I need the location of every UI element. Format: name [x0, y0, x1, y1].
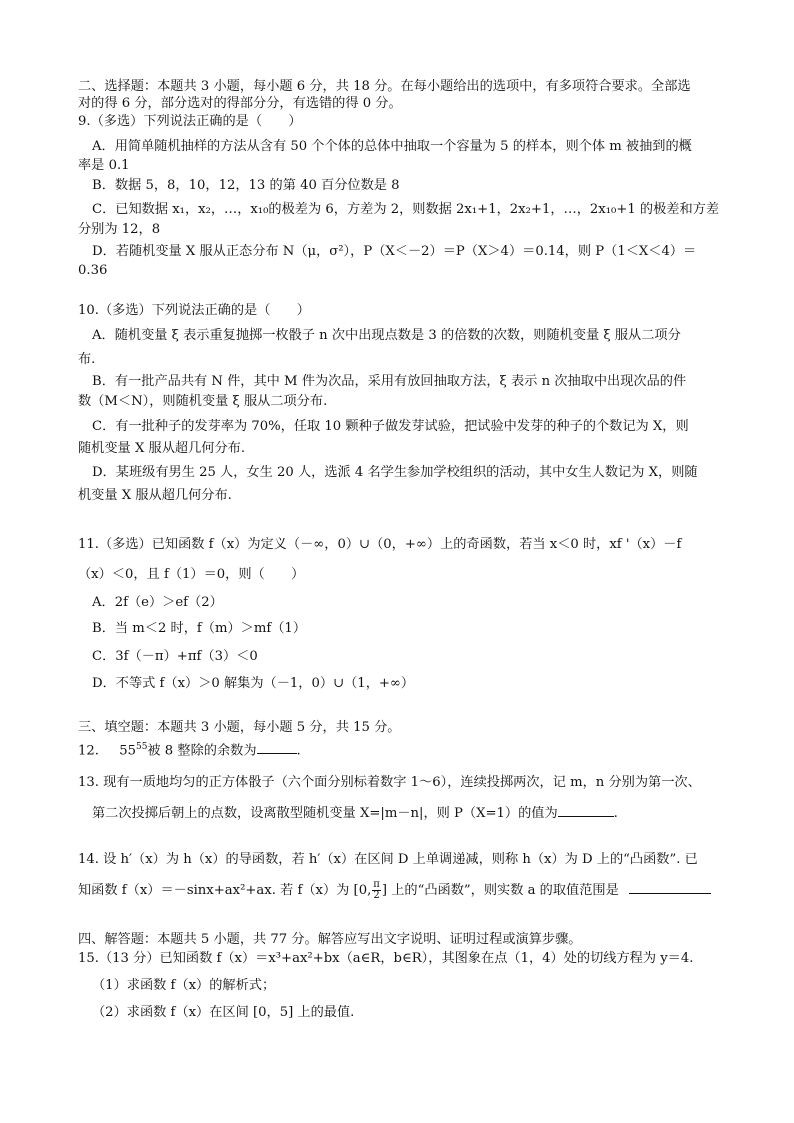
q13-line2-text: 第二次投掷后朝上的点数，设离散型随机变量 X=|m－n|，则 P（X=1）的值为 [92, 806, 558, 821]
q11-option-d: D．不等式 f（x）＞0 解集为（－1，0）∪（1，+∞） [92, 676, 415, 691]
q11-stem-cont: （x）＜0，且 f（1）＝0，则（ ） [78, 567, 305, 582]
q13-line2: 第二次投掷后朝上的点数，设离散型随机变量 X=|m－n|，则 P（X=1）的值为 . [92, 806, 618, 821]
q10-option-c: C．有一批种子的发芽率为 70%，任取 10 颗种子做发芽试验，把试验中发芽的种子的个数记为 X，则 [92, 419, 689, 434]
section3-header: 三、填空题：本题共 3 小题，每小题 5 分，共 15 分。 [78, 720, 401, 735]
q10-stem: 10.（多选）下列说法正确的是（ ） [78, 303, 310, 318]
q14-line1: 14. 设 h′（x）为 h（x）的导函数，若 h′（x）在区间 D 上单调递减，则称 h（x）为 D 上的“凸函数”. 已 [78, 852, 698, 867]
q10-option-a-cont: 布. [78, 352, 96, 367]
q9-option-d-cont: 0.36 [78, 263, 108, 278]
q10-option-b: B．有一批产品共有 N 件，其中 M 件为次品，采用有放回抽取方法，ξ 表示 n 次抽取中出现次品的件 [92, 374, 687, 389]
q10-option-c-cont: 随机变量 X 服从超几何分布. [78, 441, 246, 456]
section4-header: 四、解答题：本题共 5 小题，共 77 分。解答应写出文字说明、证明过程或演算步骤。 [78, 932, 582, 947]
q11-option-a: A．2f（e）＞ef（2） [92, 595, 223, 610]
q12-exponent: 55 [135, 742, 148, 752]
q13-line1: 13. 现有一质地均匀的正方体骰子（六个面分别标着数字 1～6），连续投掷两次，记 m，n 分别为第一次、 [78, 775, 701, 790]
q11-option-c: C．3f（－π）+πf（3）＜0 [92, 649, 258, 664]
q15-part2: （2）求函数 f（x）在区间 [0，5] 上的最值. [92, 1005, 355, 1020]
q12-line: 12. $55^{55}$被 8 整除的余数为 . [78, 742, 301, 759]
section2-header-cont: 对的得 6 分，部分选对的得部分分，有选错的得 0 分。 [78, 96, 402, 111]
q10-option-b-cont: 数（M＜N），则随机变量 ξ 服从二项分布. [78, 394, 328, 409]
q11-option-b: B．当 m＜2 时，f（m）＞mf（1） [92, 621, 307, 636]
q9-option-c: C．已知数据 x₁，x₂，…，x₁₀的极差为 6，方差为 2，则数据 2x₁+1，2x₂+1，…，2x₁₀+1 的极差和方差 [92, 202, 720, 217]
q14-line2-b: ] 上的“凸函数”，则实数 a 的取值范围是 [381, 883, 619, 898]
q15-stem: 15.（13 分）已知函数 f（x）＝x³+ax²+bx（a∈R，b∈R），其图象在点（1，4）处的切线方程为 y＝4. [78, 951, 694, 966]
q10-option-a: A．随机变量 ξ 表示重复抛掷一枚骰子 n 次中出现点数是 3 的倍数的次数，则随机变量 ξ 服从二项分 [92, 328, 681, 343]
section2-header: 二、选择题：本题共 3 小题，每小题 6 分，共 18 分。在每小题给出的选项中，有多项符合要求。全部选 [78, 79, 691, 94]
q9-option-a: A．用简单随机抽样的方法从含有 50 个个体的总体中抽取一个容量为 5 的样本，则个体 m 被抽到的概 [92, 139, 692, 154]
q9-option-c-cont: 分别为 12，8 [78, 222, 161, 237]
q14-line2 [78, 880, 711, 901]
q14-answer-blank [629, 881, 711, 894]
q10-option-d-cont: 机变量 X 服从超几何分布. [78, 488, 232, 503]
q12-text: 被 8 整除的余数为 [147, 743, 257, 759]
q12-number: 12. [78, 743, 99, 759]
q11-stem: 11.（多选）已知函数 f（x）为定义（－∞，0）∪（0，+∞）上的奇函数，若当 x＜0 时，xf '（x）－f [78, 537, 682, 552]
q13-answer-blank [558, 804, 614, 817]
q12-answer-blank [257, 741, 297, 754]
q15-part1: （1）求函数 f（x）的解析式； [92, 978, 276, 993]
q9-option-b: B．数据 5，8，10，12，13 的第 40 百分位数是 8 [92, 178, 400, 193]
q14-pi-over-2: $\frac{\pi}{2}$ [373, 879, 380, 901]
q12-base: 55 [119, 743, 136, 759]
q14-line2-a: 知函数 f（x）＝－sinx+ax²+ax. 若 f（x）为 [0, [78, 883, 372, 898]
q9-option-d: D．若随机变量 X 服从正态分布 N（μ，σ²），P（X＜－2）＝P（X＞4）＝0.14，则 P（1＜X＜4）＝ [92, 244, 697, 259]
q9-option-a-cont: 率是 0.1 [78, 158, 130, 173]
q10-option-d: D．某班级有男生 25 人，女生 20 人，选派 4 名学生参加学校组织的活动，其中女生人数记为 X，则随 [92, 465, 698, 480]
q9-stem: 9.（多选）下列说法正确的是（ ） [78, 114, 302, 129]
